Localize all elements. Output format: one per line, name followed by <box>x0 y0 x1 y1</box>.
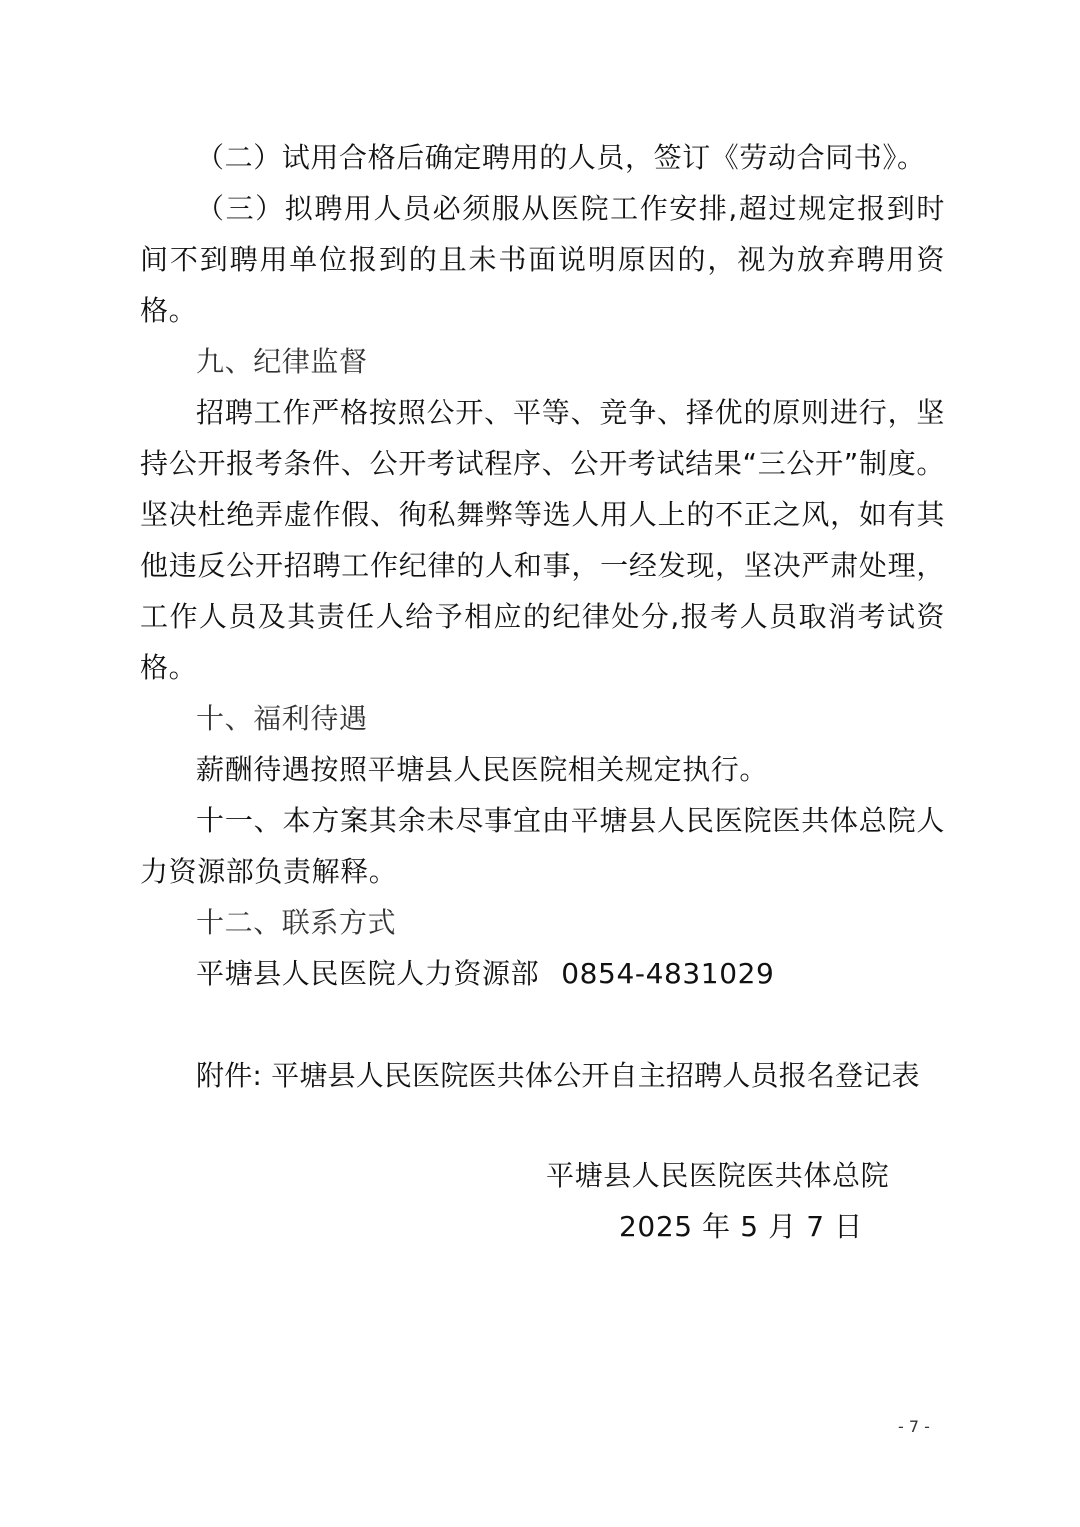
contact-department: 平塘县人民医院人力资源部 <box>196 957 540 990</box>
blank-line <box>140 999 945 1050</box>
document-body <box>140 132 945 1101</box>
paragraph-discipline-supervision: 招聘工作严格按照公开、平等、竞争、择优的原则进行，坚持公开报考条件、公开考试程序、公开考试结果“三公开”制度。坚决杜绝弄虚作假、徇私舞弊等选人用人上的不正之风，如有其他违反公开招聘工作纪律的人和事，一经发现，坚决严肃处理，工作人员及其责任人给予相应的纪律处分,报考人员取消考试资格。 <box>140 396 945 684</box>
contact-line <box>140 948 945 999</box>
section-heading-benefits: 十、福利待遇 <box>196 702 368 735</box>
paragraph-report-deadline: （三）拟聘用人员必须服从医院工作安排,超过规定报到时间不到聘用单位报到的且未书面说明原因的，视为放弃聘用资格。 <box>140 192 945 327</box>
paragraph-interpretation: 十一、本方案其余未尽事宜由平塘县人民医院医共体总院人力资源部负责解释。 <box>140 804 945 888</box>
section-heading-discipline-supervision: 九、纪律监督 <box>196 345 368 378</box>
signature-date: 2025 年 5 月 7 日 <box>619 1210 863 1243</box>
section-heading-contact: 十二、联系方式 <box>196 906 397 939</box>
attachment-line: 附件: 平塘县人民医院医共体公开自主招聘人员报名登记表 <box>196 1059 920 1092</box>
contact-phone: 0854-4831029 <box>561 957 775 990</box>
signature-organization: 平塘县人民医院医共体总院 <box>546 1159 890 1192</box>
page-number: - 7 - <box>898 1417 930 1436</box>
paragraph-benefits: 薪酬待遇按照平塘县人民医院相关规定执行。 <box>196 753 769 786</box>
paragraph-trial-contract: （二）试用合格后确定聘用的人员，签订《劳动合同书》。 <box>196 141 926 174</box>
